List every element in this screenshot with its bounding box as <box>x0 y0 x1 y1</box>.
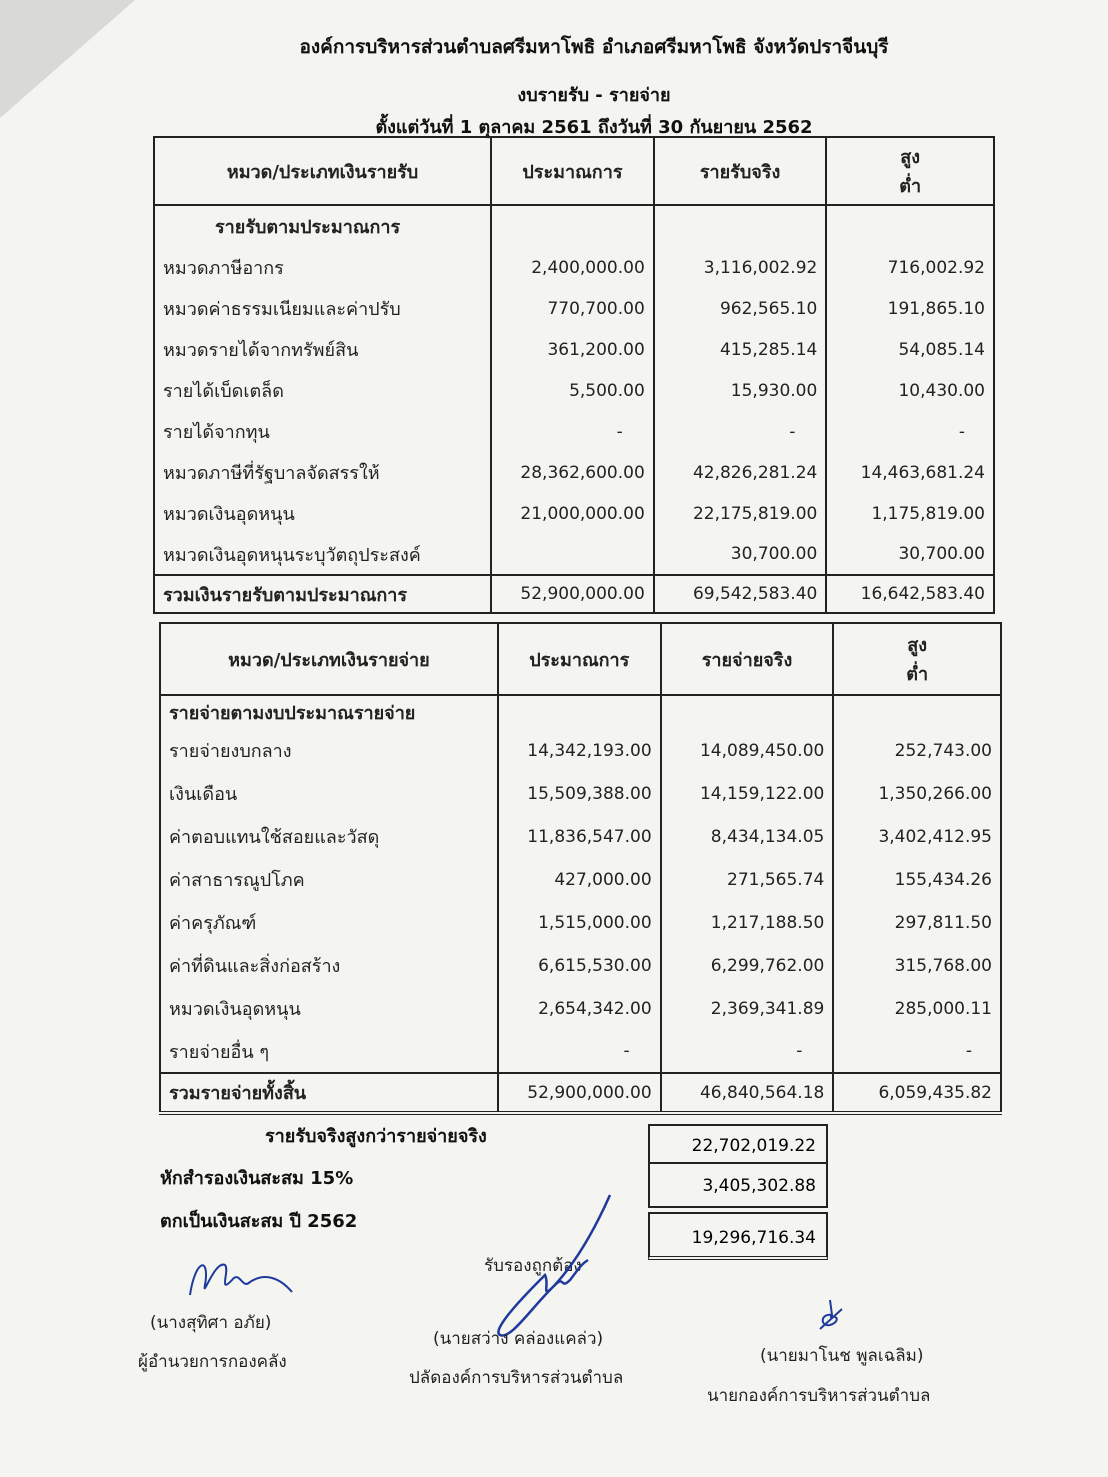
income-section-row <box>154 205 994 247</box>
left-signer-name: (นางสุทิศา อภัย) <box>150 1313 272 1333</box>
income-col-diff <box>826 137 994 205</box>
row-diff: 315,768.00 <box>833 944 1001 987</box>
row-actual: 14,089,450.00 <box>661 729 834 772</box>
row-diff: 716,002.92 <box>826 247 994 288</box>
table-row <box>160 815 1001 858</box>
row-budget: 770,700.00 <box>491 288 654 329</box>
left-signer-title: ผู้อำนวยการกองคลัง <box>138 1352 287 1372</box>
row-name: หมวดเงินอุดหนุนระบุวัตถุประสงค์ <box>154 534 491 575</box>
income-col-high: สูง <box>900 147 921 168</box>
income-col-actual: รายรับจริง <box>654 137 827 205</box>
row-budget: 427,000.00 <box>498 858 661 901</box>
total-diff: 16,642,583.40 <box>826 575 994 613</box>
expense-col-low: ต่ำ <box>906 664 929 685</box>
report-title: งบรายรับ - รายจ่าย <box>517 85 671 106</box>
total-diff: 6,059,435.82 <box>833 1073 1001 1113</box>
total-budget: 52,900,000.00 <box>498 1073 661 1113</box>
row-budget: - <box>491 411 654 452</box>
mid-signer-title: ปลัดองค์การบริหารส่วนตำบล <box>409 1368 624 1388</box>
row-budget: 6,615,530.00 <box>498 944 661 987</box>
row-diff: 1,175,819.00 <box>826 493 994 534</box>
row-diff: 297,811.50 <box>833 901 1001 944</box>
left-signature <box>170 1240 300 1320</box>
right-signer-name: (นายมาโนช พูลเฉลิม) <box>760 1346 924 1366</box>
report-period: ตั้งแต่วันที่ 1 ตุลาคม 2561 ถึงวันที่ 30 กันยายน 2562 <box>375 117 813 138</box>
table-row <box>154 370 994 411</box>
table-row <box>160 987 1001 1030</box>
table-row <box>160 1030 1001 1073</box>
row-actual: 14,159,122.00 <box>661 772 834 815</box>
row-budget: 2,400,000.00 <box>491 247 654 288</box>
row-actual: - <box>661 1030 834 1073</box>
row-actual: - <box>654 411 827 452</box>
expense-header-row <box>160 623 1001 695</box>
income-header-row <box>154 137 994 205</box>
expense-col-high: สูง <box>907 635 928 656</box>
surplus-value: 22,702,019.22 <box>648 1124 828 1164</box>
row-actual: 962,565.10 <box>654 288 827 329</box>
row-diff: 14,463,681.24 <box>826 452 994 493</box>
row-budget: 361,200.00 <box>491 329 654 370</box>
row-name: ค่าตอบแทนใช้สอยและวัสดุ <box>160 815 498 858</box>
expense-section-row <box>160 695 1001 729</box>
row-budget: 2,654,342.00 <box>498 987 661 1030</box>
row-actual: 2,369,341.89 <box>661 987 834 1030</box>
expense-section-label: รายจ่ายตามงบประมาณรายจ่าย <box>160 695 498 729</box>
row-name: ค่าครุภัณฑ์ <box>160 901 498 944</box>
row-diff: 285,000.11 <box>833 987 1001 1030</box>
row-diff: 191,865.10 <box>826 288 994 329</box>
table-row <box>154 452 994 493</box>
income-section-label: รายรับตามประมาณการ <box>154 205 491 247</box>
mid-signer-name: (นายสว่าง คล่องแคล่ว) <box>433 1329 604 1349</box>
row-budget: 28,362,600.00 <box>491 452 654 493</box>
expense-col-budget: ประมาณการ <box>498 623 661 695</box>
expense-total-row <box>160 1073 1001 1113</box>
row-diff: 30,700.00 <box>826 534 994 575</box>
row-budget: 11,836,547.00 <box>498 815 661 858</box>
row-name: รายได้เบ็ดเตล็ด <box>154 370 491 411</box>
row-diff: 3,402,412.95 <box>833 815 1001 858</box>
total-actual: 69,542,583.40 <box>654 575 827 613</box>
table-row <box>154 493 994 534</box>
row-budget: - <box>498 1030 661 1073</box>
row-diff: 54,085.14 <box>826 329 994 370</box>
total-budget: 52,900,000.00 <box>491 575 654 613</box>
row-actual: 22,175,819.00 <box>654 493 827 534</box>
table-row <box>154 288 994 329</box>
table-row <box>160 858 1001 901</box>
row-diff: 10,430.00 <box>826 370 994 411</box>
expense-table <box>159 622 1002 1115</box>
accum-label: ตกเป็นเงินสะสม ปี 2562 <box>160 1211 358 1232</box>
expense-col-actual: รายจ่ายจริง <box>661 623 834 695</box>
row-name: หมวดภาษีที่รัฐบาลจัดสรรให้ <box>154 452 491 493</box>
total-name: รวมเงินรายรับตามประมาณการ <box>154 575 491 613</box>
row-name: รายได้จากทุน <box>154 411 491 452</box>
row-actual: 30,700.00 <box>654 534 827 575</box>
row-diff: 1,350,266.00 <box>833 772 1001 815</box>
row-budget: 5,500.00 <box>491 370 654 411</box>
row-actual: 15,930.00 <box>654 370 827 411</box>
right-signer-title: นายกองค์การบริหารส่วนตำบล <box>707 1386 931 1406</box>
row-diff: 155,434.26 <box>833 858 1001 901</box>
income-col-budget: ประมาณการ <box>491 137 654 205</box>
row-actual: 415,285.14 <box>654 329 827 370</box>
row-name: หมวดเงินอุดหนุน <box>154 493 491 534</box>
row-name: เงินเดือน <box>160 772 498 815</box>
row-name: หมวดเงินอุดหนุน <box>160 987 498 1030</box>
table-row <box>154 411 994 452</box>
certify-label: รับรองถูกต้อง <box>484 1256 582 1276</box>
row-name: หมวดค่าธรรมเนียมและค่าปรับ <box>154 288 491 329</box>
right-signature <box>810 1295 850 1335</box>
row-actual: 3,116,002.92 <box>654 247 827 288</box>
row-budget <box>491 534 654 575</box>
expense-col-diff <box>833 623 1001 695</box>
total-name: รวมรายจ่ายทั้งสิ้น <box>160 1073 498 1113</box>
reserve-label: หักสำรองเงินสะสม 15% <box>160 1168 354 1189</box>
row-actual: 8,434,134.05 <box>661 815 834 858</box>
total-actual: 46,840,564.18 <box>661 1073 834 1113</box>
table-row <box>160 944 1001 987</box>
income-total-row <box>154 575 994 613</box>
row-name: หมวดรายได้จากทรัพย์สิน <box>154 329 491 370</box>
surplus-label: รายรับจริงสูงกว่ารายจ่ายจริง <box>265 1126 487 1147</box>
row-budget: 1,515,000.00 <box>498 901 661 944</box>
row-diff: - <box>833 1030 1001 1073</box>
row-name: ค่าสาธารณูปโภค <box>160 858 498 901</box>
row-name: ค่าที่ดินและสิ่งก่อสร้าง <box>160 944 498 987</box>
row-diff: - <box>826 411 994 452</box>
row-budget: 15,509,388.00 <box>498 772 661 815</box>
table-row <box>160 729 1001 772</box>
row-actual: 271,565.74 <box>661 858 834 901</box>
income-table <box>153 136 995 614</box>
reserve-value: 3,405,302.88 <box>648 1164 828 1208</box>
row-budget: 21,000,000.00 <box>491 493 654 534</box>
expense-col-category: หมวด/ประเภทเงินรายจ่าย <box>160 623 498 695</box>
table-row <box>154 534 994 575</box>
accum-value: 19,296,716.34 <box>648 1212 828 1260</box>
row-actual: 1,217,188.50 <box>661 901 834 944</box>
row-budget: 14,342,193.00 <box>498 729 661 772</box>
table-row <box>160 901 1001 944</box>
income-col-category: หมวด/ประเภทเงินรายรับ <box>154 137 491 205</box>
row-name: หมวดภาษีอากร <box>154 247 491 288</box>
table-row <box>154 247 994 288</box>
row-actual: 42,826,281.24 <box>654 452 827 493</box>
row-name: รายจ่ายงบกลาง <box>160 729 498 772</box>
table-row <box>160 772 1001 815</box>
row-diff: 252,743.00 <box>833 729 1001 772</box>
table-row <box>154 329 994 370</box>
row-name: รายจ่ายอื่น ๆ <box>160 1030 498 1073</box>
income-col-low: ต่ำ <box>899 176 922 197</box>
row-actual: 6,299,762.00 <box>661 944 834 987</box>
org-title: องค์การบริหารส่วนตำบลศรีมหาโพธิ อำเภอศรีมหาโพธิ จังหวัดปราจีนบุรี <box>299 36 889 58</box>
